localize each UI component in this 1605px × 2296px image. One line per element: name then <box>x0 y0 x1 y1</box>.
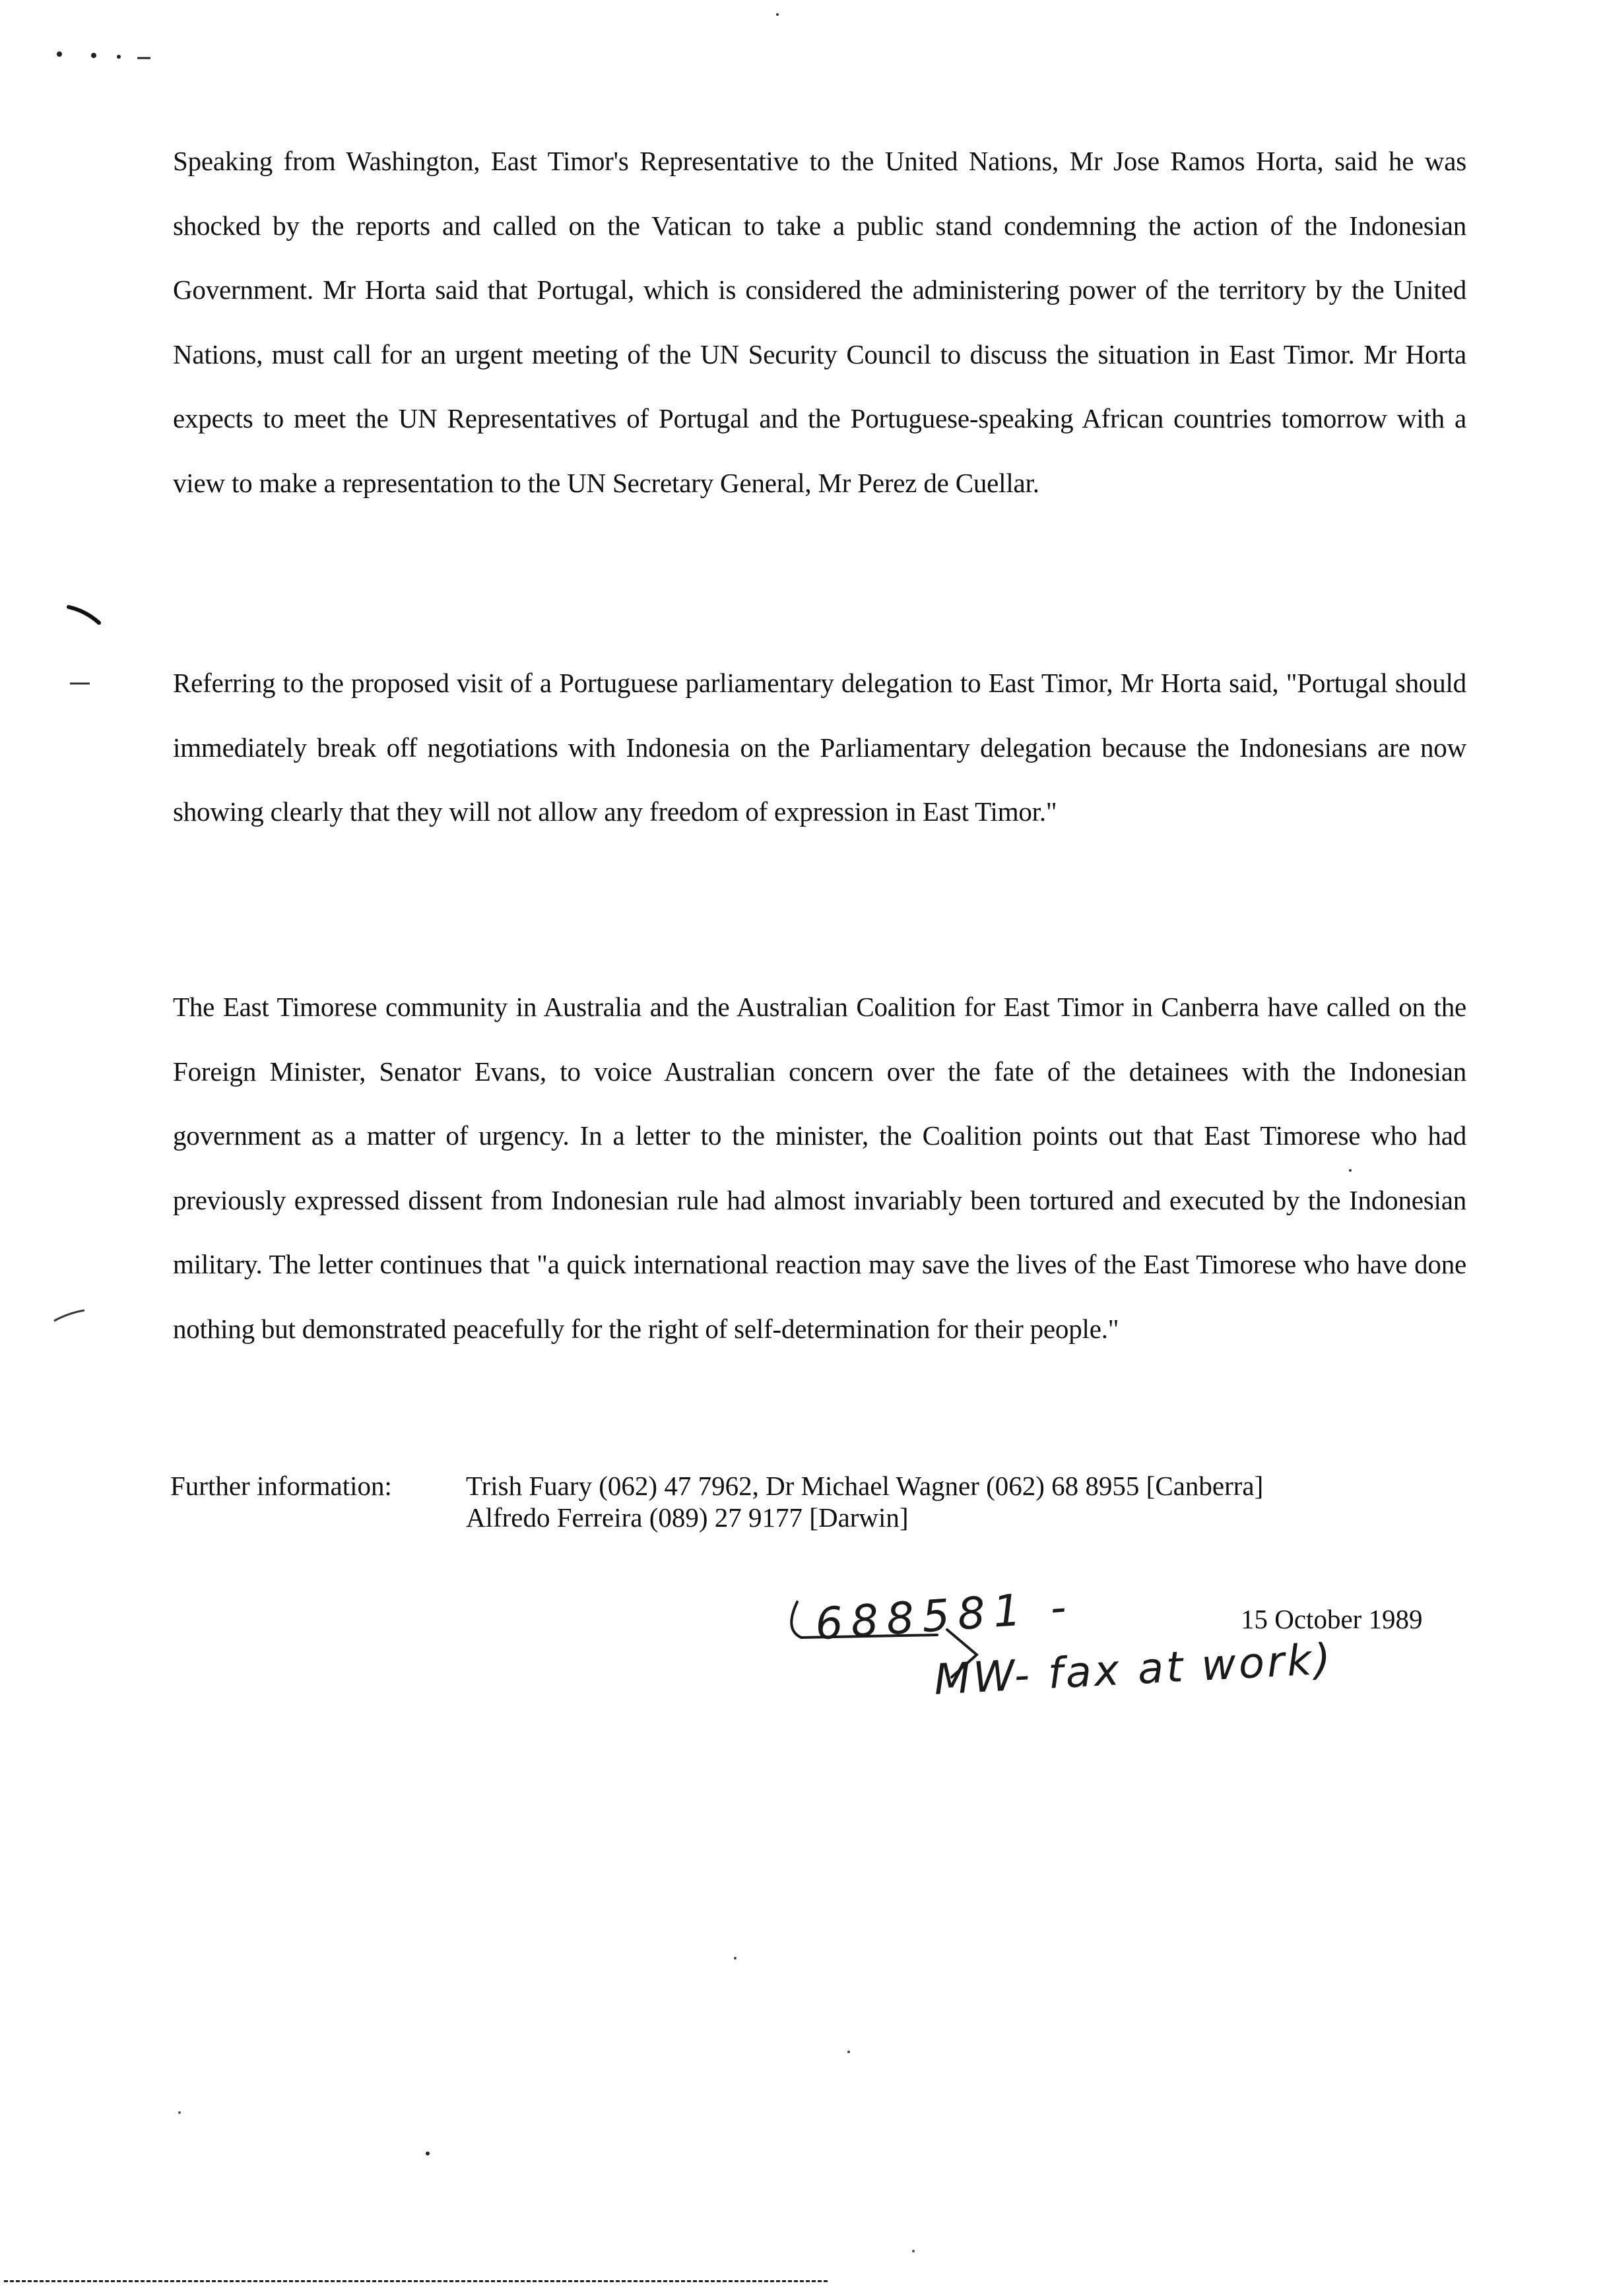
handwritten-number: 688581 - <box>813 1581 1076 1650</box>
contact-line-darwin: Alfredo Ferreira (089) 27 9177 [Darwin] <box>466 1502 909 1533</box>
further-information-label: Further information: <box>170 1471 392 1501</box>
page-bottom-dashed-rule <box>4 2280 828 2282</box>
paragraph-coalition-letter: The East Timorese community in Australia and the Australian Coalition for East Timor in Canberra have called on the Foreign Minister, Senator Evans, to voice Australian concern over the fate of the detainees with the Indonesian government as a matter of urgency. In a letter to the minister, the Coalition points out that East Timorese who had previously expressed dissent from Indonesian rule had almost invariably been tortured and executed by the Indonesian military. The letter continues that "a quick international reaction may save the lives of the East Timorese who have done nothing but demonstrated peacefully for the right of self-determination for their people." <box>173 992 1466 1344</box>
paragraph-parliamentary-delegation: Referring to the proposed visit of a Portuguese parliamentary delegation to East Timor, Mr Horta said, "Portugal should immediately break off negotiations with Indonesia on the Parliamentary delegation because the Indonesians are now showing clearly that they will not allow any freedom of expression in East Timor." <box>173 668 1466 827</box>
contact-line-canberra: Trish Fuary (062) 47 7962, Dr Michael Wagner (062) 68 8955 [Canberra] <box>466 1471 1264 1501</box>
further-information-contacts <box>466 1470 1263 1533</box>
paragraph-horta-statement: Speaking from Washington, East Timor's Representative to the United Nations, Mr Jose Ramos Horta, said he was shocked by the reports and called on the Vatican to take a public stand condemning the action of the Indonesian Government. Mr Horta said that Portugal, which is considered the administering power of the territory by the United Nations, must call for an urgent meeting of the UN Security Council to discuss the situation in East Timor. Mr Horta expects to meet the UN Representatives of Portugal and the Portuguese-speaking African countries tomorrow with a view to make a representation to the UN Secretary General, Mr Perez de Cuellar. <box>173 146 1466 498</box>
handwritten-annotation <box>779 1581 1373 1722</box>
document-date: 15 October 1989 <box>1241 1604 1423 1634</box>
handwritten-fax-note: MW- fax at work) <box>933 1635 1334 1705</box>
